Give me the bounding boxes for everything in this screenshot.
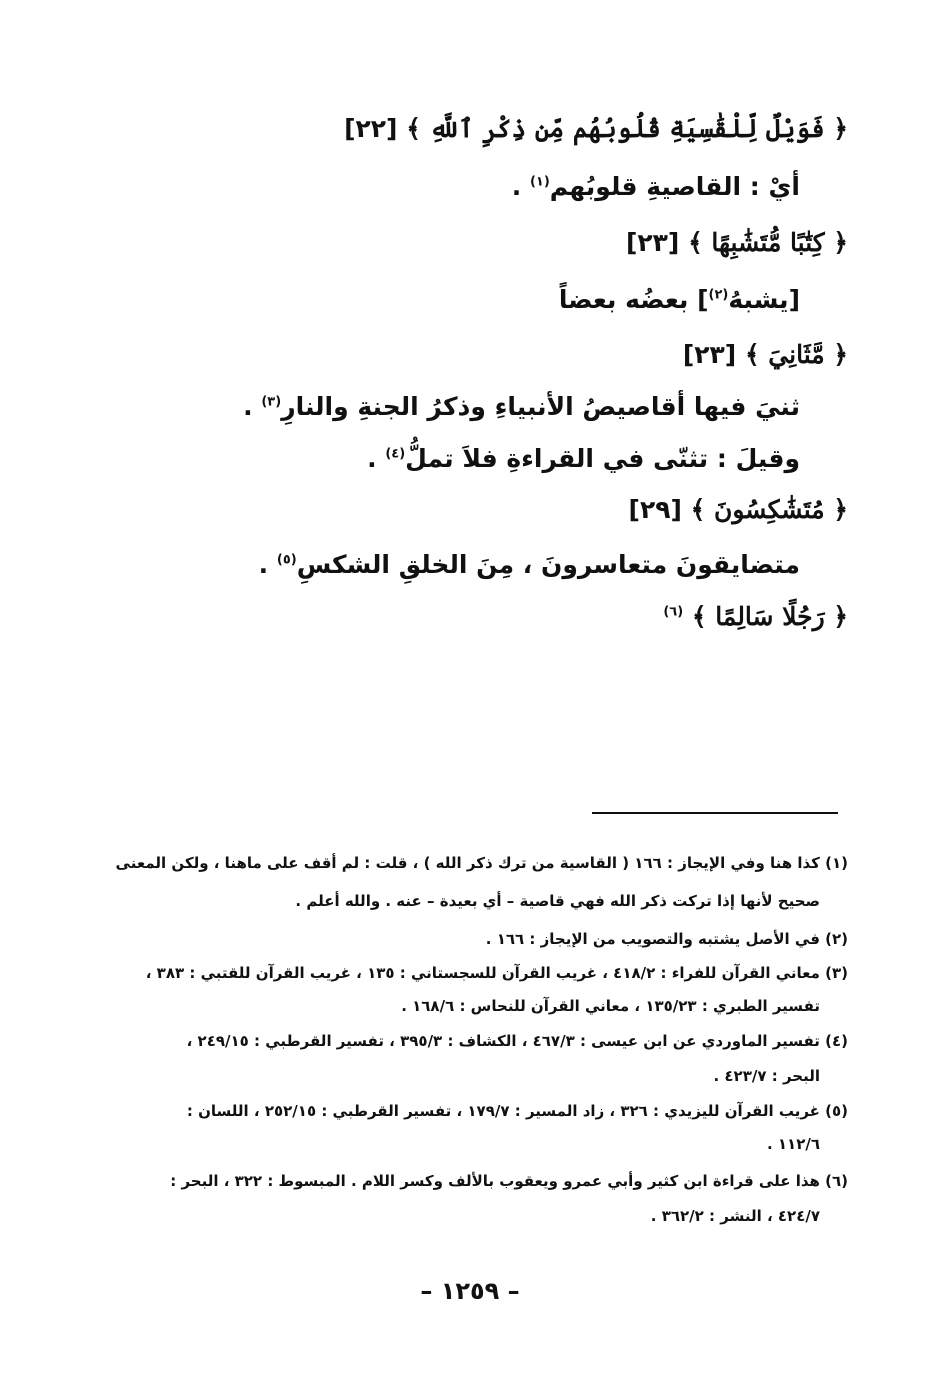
footnote-6-line-2: ٤٢٤/٧ ، النشر : ٣٦٢/٢ . — [650, 1207, 820, 1225]
footnote-3-line-2: تفسير الطبري : ١٣٥/٢٣ ، معاني القرآن للنحاس : ١٦٨/٦ . — [401, 997, 820, 1015]
quran-verse: ﴿ فَوَيْلٌ لِّلْقَٰسِيَةِ قُلُوبُهُم مِّن ذِكْرِ ٱللَّهِ ﴾ — [406, 114, 848, 143]
quran-verse: ﴿ مَّثَانِيَ ﴾ — [744, 340, 848, 369]
entry-gloss-2 — [559, 283, 800, 317]
gloss-text: ثنيَ فيها أقاصيصُ الأنبياءِ وذكرُ الجنةِ والنارِ — [281, 392, 800, 421]
gloss-end: . — [367, 444, 377, 473]
page-number: – ١٢٥٩ – — [420, 1277, 520, 1305]
gloss-text: وقيلَ : تثنّى في القراءةِ فلاَ تملُّ — [405, 444, 800, 473]
footnote-3-line-1: (٣) معاني القرآن للفراء : ٤١٨/٢ ، غريب القرآن للسجستاني : ١٣٥ ، غريب القرآن للقتبي : ٣٨٣ ، — [145, 964, 848, 982]
entry-verse-1 — [344, 112, 848, 146]
entry-verse-3 — [683, 338, 848, 372]
footnote-marker: (٥) — [276, 552, 297, 568]
footnote-1-line-2: صحيح لأنها إذا تركت ذكر الله فهي قاصية – أي بعيدة – عنه . والله أعلم . — [295, 892, 820, 910]
quran-verse: ﴿ مُتَشَٰكِسُونَ ﴾ — [690, 495, 848, 524]
verse-ref: [٢٢] — [344, 114, 398, 143]
verse-ref: [٢٣] — [625, 228, 680, 257]
footnote-4-line-2: البحر : ٤٢٣/٧ . — [713, 1067, 820, 1085]
footnote-4-line-1: (٤) تفسير الماوردي عن ابن عيسى : ٤٦٧/٣ ، الكشاف : ٣٩٥/٣ ، تفسير القرطبي : ٢٤٩/١٥ ، — [186, 1032, 848, 1050]
entry-verse-5 — [663, 600, 848, 634]
footnote-marker: (٦) — [663, 604, 684, 620]
gloss-text: متضايقونَ متعاسرونَ ، مِنَ الخلقِ الشكسِ — [296, 550, 800, 579]
quran-verse: ﴿ كِتَٰبًا مُّتَشَٰبِهًا ﴾ — [688, 228, 848, 257]
entry-gloss-1 — [512, 170, 800, 204]
gloss-end: ] بعضُه بعضاً — [558, 285, 709, 314]
verse-ref: [٢٣] — [682, 340, 737, 369]
footnote-1-line-1: (١) كذا هنا وفي الإيجاز : ١٦٦ ( القاسية من ترك ذكر الله ) ، قلت : لم أقف على ماهنا ، ولكن المعنى — [115, 854, 848, 872]
footnote-2-line-1: (٢) في الأصل يشتبه والتصويب من الإيجاز : ١٦٦ . — [485, 930, 848, 948]
entry-verse-4 — [629, 493, 848, 527]
gloss-text: [يشبهُ — [728, 285, 800, 314]
verse-ref: [٢٩] — [628, 495, 682, 524]
footnote-5-line-2: ١١٢/٦ . — [766, 1135, 820, 1153]
entry-gloss-3 — [243, 390, 800, 424]
entry-gloss-5 — [259, 548, 800, 582]
entry-verse-2 — [626, 226, 848, 260]
footnote-5-line-1: (٥) غريب القرآن لليزيدي : ٣٢٦ ، زاد المسير : ١٧٩/٧ ، تفسير القرطبي : ٢٥٢/١٥ ، اللسان : — [186, 1102, 848, 1120]
footnote-marker: (٤) — [385, 446, 406, 462]
gloss-text: أيْ : القاصيةِ قلوبُهم — [549, 172, 800, 201]
footnote-marker: (٢) — [708, 287, 729, 303]
footnote-marker: (١) — [529, 174, 550, 190]
footnote-6-line-1: (٦) هذا على قراءة ابن كثير وأبي عمرو ويعقوب بالألف وكسر اللام . المبسوط : ٣٢٢ ، البحر : — [170, 1172, 848, 1190]
gloss-end: . — [258, 550, 269, 579]
footnote-separator — [592, 812, 838, 814]
quran-verse: ﴿ رَجُلًا سَالِمًا ﴾ — [691, 602, 848, 631]
footnote-marker: (٣) — [261, 394, 282, 410]
gloss-end: . — [511, 172, 522, 201]
gloss-end: . — [243, 392, 253, 421]
entry-gloss-4 — [367, 442, 800, 476]
